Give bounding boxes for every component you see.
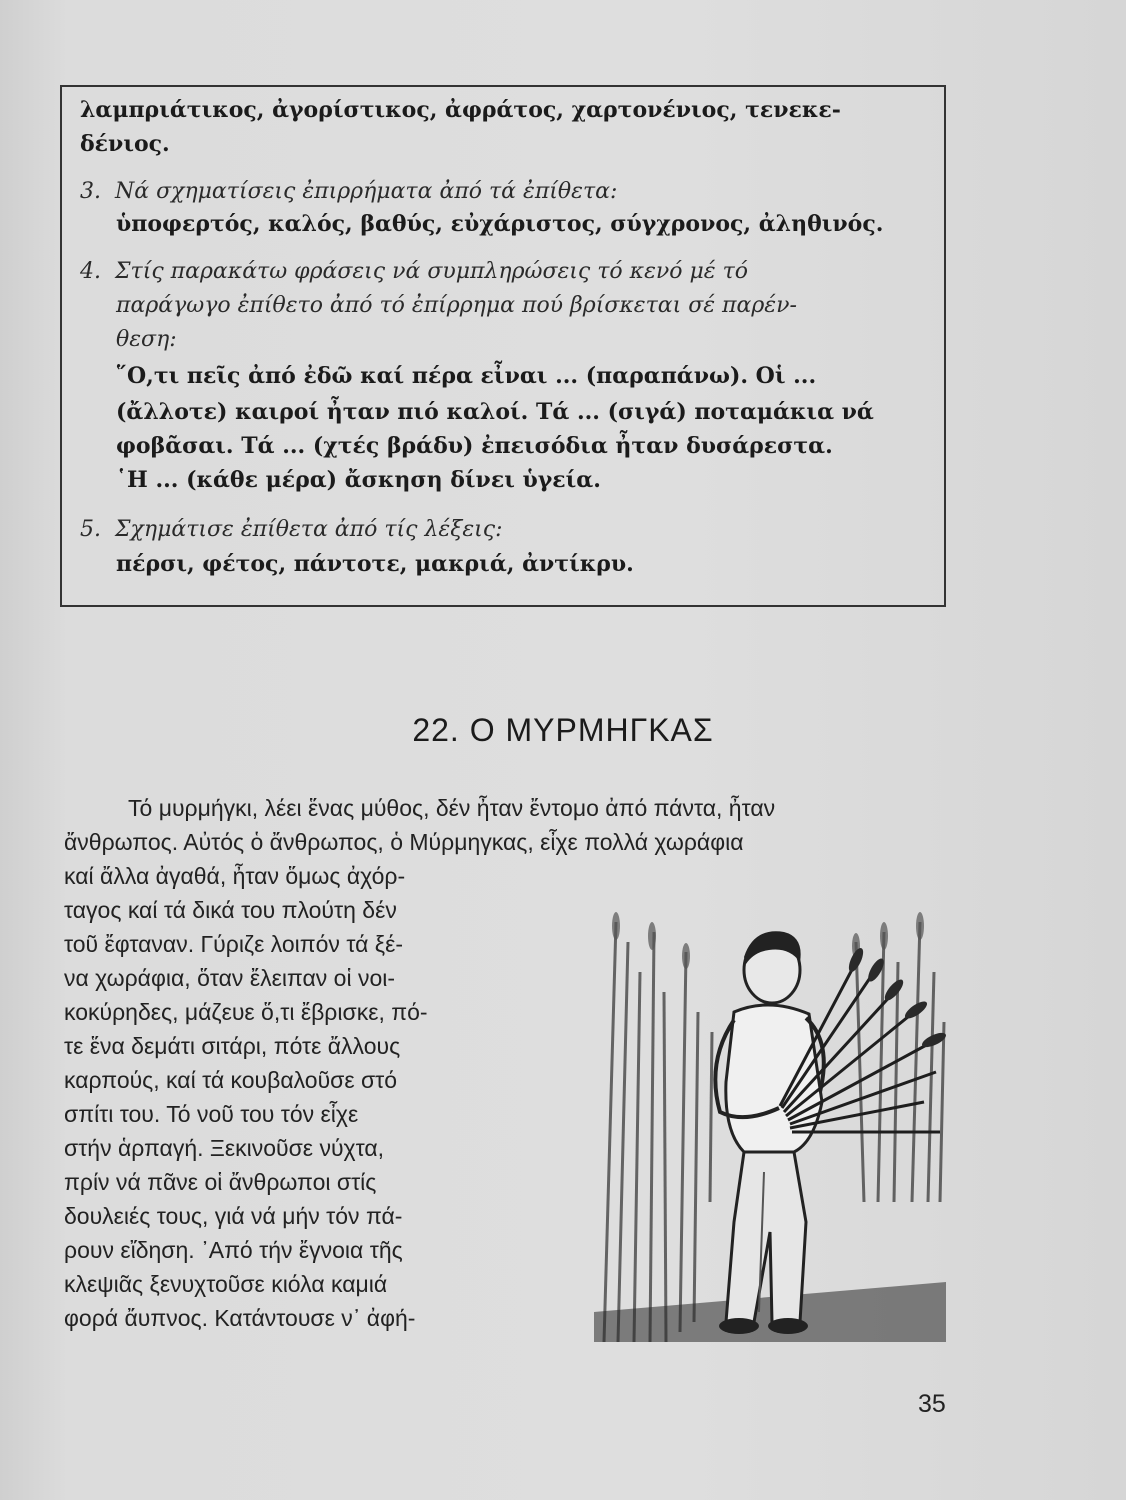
- exercise-number-3: 3.: [80, 179, 101, 204]
- exercise-4-sentence-3: φοβᾶσαι. Τά ... (χτές βράδυ) ἐπεισόδια ἦταν δυσάρεστα.: [116, 433, 833, 459]
- story-line: κοκύρηδες, μάζευε ὅ,τι ἔβρισκε, πό-: [64, 999, 428, 1025]
- lesson-title: 22. Ο ΜΥΡΜΗΓΚΑΣ: [412, 712, 714, 748]
- story-line: κλεψιᾶς ξενυχτοῦσε κιόλα καμιά: [64, 1271, 388, 1297]
- exercise-4-instruction-line-1: Στίς παρακάτω φράσεις νά συμπληρώσεις τό κενό μέ τό: [115, 259, 749, 284]
- story-line: τοῦ ἔφταναν. Γύριζε λοιπόν τά ξέ-: [64, 931, 403, 957]
- story-line: τε ἕνα δεμάτι σιτάρι, πότε ἄλλους: [64, 1033, 401, 1059]
- story-line: ρουν εἴδηση. ᾽Από τήν ἔγνοια τῆς: [64, 1237, 403, 1263]
- story-line: Τό μυρμήγκι, λέει ἕνας μύθος, δέν ἦταν ἔντομο ἀπό πάντα, ἦταν: [128, 795, 776, 821]
- story-line: καί ἄλλα ἀγαθά, ἦταν ὅμως ἀχόρ-: [64, 863, 406, 889]
- story-line: καρπούς, καί τά κουβαλοῦσε στό: [64, 1067, 398, 1093]
- story-line: να χωράφια, ὅταν ἔλειπαν οἱ νοι-: [64, 965, 396, 991]
- exercise-item-3: [80, 178, 617, 206]
- story-line: ἄνθρωπος. Αὐτός ὁ ἄνθρωπος, ὁ Μύρμηγκας, εἶχε πολλά χωράφια: [64, 829, 744, 855]
- exercise-continuation-line-2: δένιος.: [80, 131, 170, 157]
- story-line: πρίν νά πᾶνε οἱ ἄνθρωποι στίς: [64, 1169, 377, 1195]
- exercise-4-instruction-line-2: παράγωγο ἐπίθετο ἀπό τό ἐπίρρημα πού βρίσκεται σέ παρέν-: [116, 293, 797, 318]
- man-carrying-wheat-illustration: [594, 902, 946, 1342]
- exercise-5-words: πέρσι, φέτος, πάντοτε, μακριά, ἀντίκρυ.: [116, 551, 634, 577]
- story-line: φορά ἄυπνος. Κατάντουσε ν᾽ ἀφή-: [64, 1305, 416, 1331]
- story-line: ταγος καί τά δικά του πλούτη δέν: [64, 897, 397, 923]
- exercise-number-4: 4.: [80, 259, 101, 284]
- exercise-5-instruction: Σχημάτισε ἐπίθετα ἀπό τίς λέξεις:: [115, 517, 503, 542]
- exercise-3-instruction: Νά σχηματίσεις ἐπιρρήματα ἀπό τά ἐπίθετα:: [115, 179, 618, 204]
- story-line: στήν ἁρπαγή. Ξεκινοῦσε νύχτα,: [64, 1135, 385, 1161]
- exercise-4-sentence-4: ῾Η ... (κάθε μέρα) ἄσκηση δίνει ὑγεία.: [116, 467, 601, 493]
- exercise-continuation-line-1: λαμπριάτικος, ἀγορίστικος, ἀφράτος, χαρτονένιος, τενεκε-: [80, 97, 841, 123]
- story-line: δουλειές τους, γιά νά μήν τόν πά-: [64, 1203, 403, 1229]
- exercise-4-sentence-2: (ἄλλοτε) καιροί ἦταν πιό καλοί. Τά ... (σιγά) ποταμάκια νά: [116, 399, 874, 425]
- page-number: 35: [918, 1390, 946, 1418]
- exercise-item-4: [80, 258, 748, 286]
- exercise-item-5: [80, 516, 503, 544]
- story-line: σπίτι του. Τό νοῦ του τόν εἶχε: [64, 1101, 359, 1127]
- exercise-number-5: 5.: [80, 517, 101, 542]
- exercise-4-instruction-line-3: θεση:: [116, 327, 177, 352]
- exercise-4-sentence-1: ῞Ο,τι πεῖς ἀπό ἐδῶ καί πέρα εἶναι ... (παραπάνω). Οἱ ...: [116, 363, 817, 389]
- exercise-3-words: ὑποφερτός, καλός, βαθύς, εὐχάριστος, σύγχρονος, ἀληθινός.: [116, 211, 884, 237]
